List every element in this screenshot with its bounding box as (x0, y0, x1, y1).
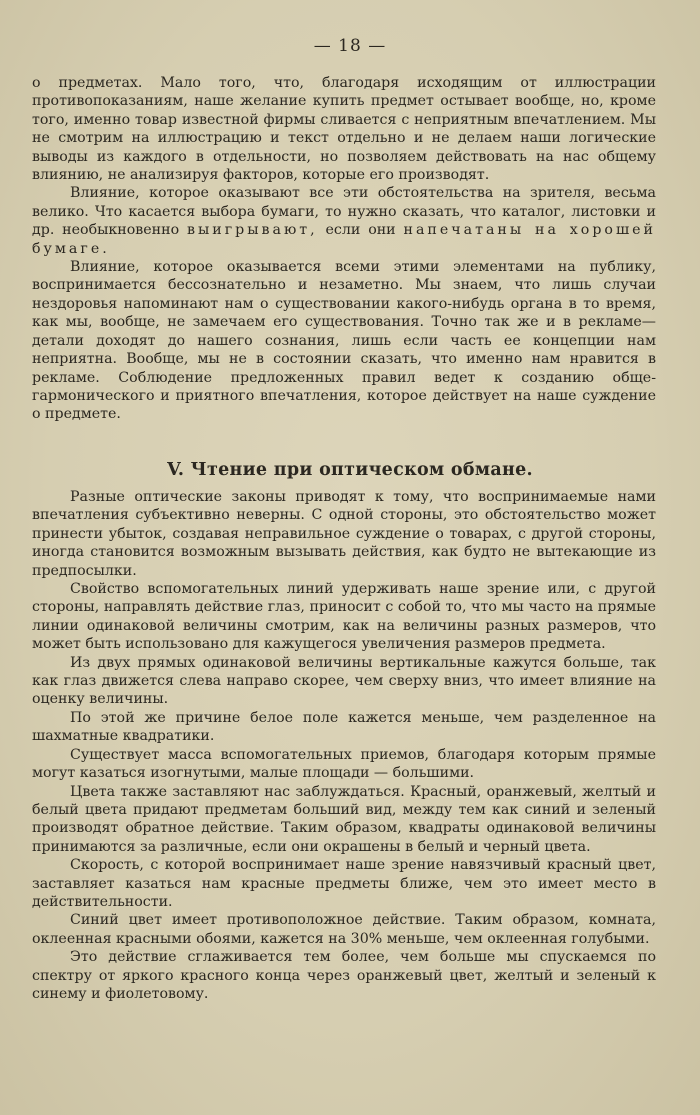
paragraph: Влияние, которое оказывается всеми этими элементами на публику, воспринимается бессознательно и незаметно. Мы знаем, что лишь случаи нездоровья напоминают нам о существовании какого-нибудь органа в то время, как мы, вообще, не замечаем его существования. Точно так же и в рекламе—детали доходят до нашего сознания, лишь если часть ее концепции нам неприятна. Вообще, мы не в состоянии сказать, что именно нам нравится в рекламе. Соблюдение предложенных правил ведет к созданию обще-гармонического и приятного впечатления, которое действует на наше суждение о предмете. (32, 259, 656, 423)
paragraph: Скорость, с которой воспринимает наше зрение навязчивый красный цвет, заставляет казаться нам красные предметы ближе, чем это имеет место в действительности. (32, 857, 656, 910)
section-heading: V. Чтение при оптическом обмане. (167, 460, 533, 480)
spaced-emphasis: выигрывают, (186, 222, 318, 239)
paragraph-text: если они (317, 222, 404, 239)
paragraph: Разные оптические законы приводят к тому, что воспринимаемые нами впечатления субъективно неверны. С одной стороны, это обстоятельство может принести убыток, создавая неправильное суждение о товарах, с другой стороны, иногда становится возможным вызывать действия, как будто не вытекающие из предпосылки. (32, 489, 656, 579)
paragraph (32, 184, 656, 258)
paragraph: о предметах. Мало того, что, благодаря исходящим от иллюстрации противопоказаниям, наше желание купить предмет остывает вообще, но, кроме того, именно товар известной фирмы сливается с неприятным впечатлением. Мы не смотрим на иллюстрацию и текст отдельно и не делаем наши логические выводы из каждого в отдельности, но позволяем действовать на нас общему влиянию, не анализируя факторов, которые его производят. (32, 75, 656, 184)
paragraph: Это действие сглаживается тем более, чем больше мы спускаемся по спектру от яркого красного конца через оранжевый цвет, желтый и зеленый к синему и фиолетовому. (32, 949, 656, 1002)
paragraph: Свойство вспомогательных линий удерживать наше зрение или, с другой стороны, направлять действие глаз, приносит с собой то, что мы часто на прямые линии одинаковой величины смотрим, как на величины разных размеров, что может быть использовано для кажущегося увеличения размеров предмета. (32, 581, 656, 653)
paragraph: Из двух прямых одинаковой величины вертикальные кажутся больше, так как глаз движется слева направо скорее, чем сверху вниз, что имеет влияние на оценку величины. (32, 654, 656, 708)
paragraph-text: Влияние, которое оказывают все эти обстоятельства на зрителя, весьма велико. Что касается выбора бумаги, то нужно сказать, что каталог, листовки и др. необыкновенно (32, 185, 656, 239)
spaced-emphasis: напечатаны на хорошей бумаге. (32, 222, 656, 257)
section-continuation (32, 74, 656, 424)
paragraph: Цвета также заставляют нас заблуждаться. Красный, оранжевый, желтый и белый цвета придают предметам больший вид, между тем как синий и зеленый производят обратное действие. Таким образом, квадраты одинаковой величины принимаются за различные, если они окрашены в белый и черный цвета. (32, 783, 656, 855)
paragraph: По этой же причине белое поле кажется меньше, чем разделенное на шахматные квадратики. (32, 709, 656, 745)
paragraph: Существует масса вспомогательных приемов, благодаря которым прямые могут казаться изогнутыми, малые площади — большими. (32, 746, 656, 782)
section-optical-illusion (32, 488, 656, 1003)
paragraph: Синий цвет имеет противоположное действие. Таким образом, комната, оклеенная красными обоями, кажется на 30% меньше, чем оклеенная голубыми. (32, 912, 656, 947)
page-number: — 18 — (313, 36, 387, 56)
